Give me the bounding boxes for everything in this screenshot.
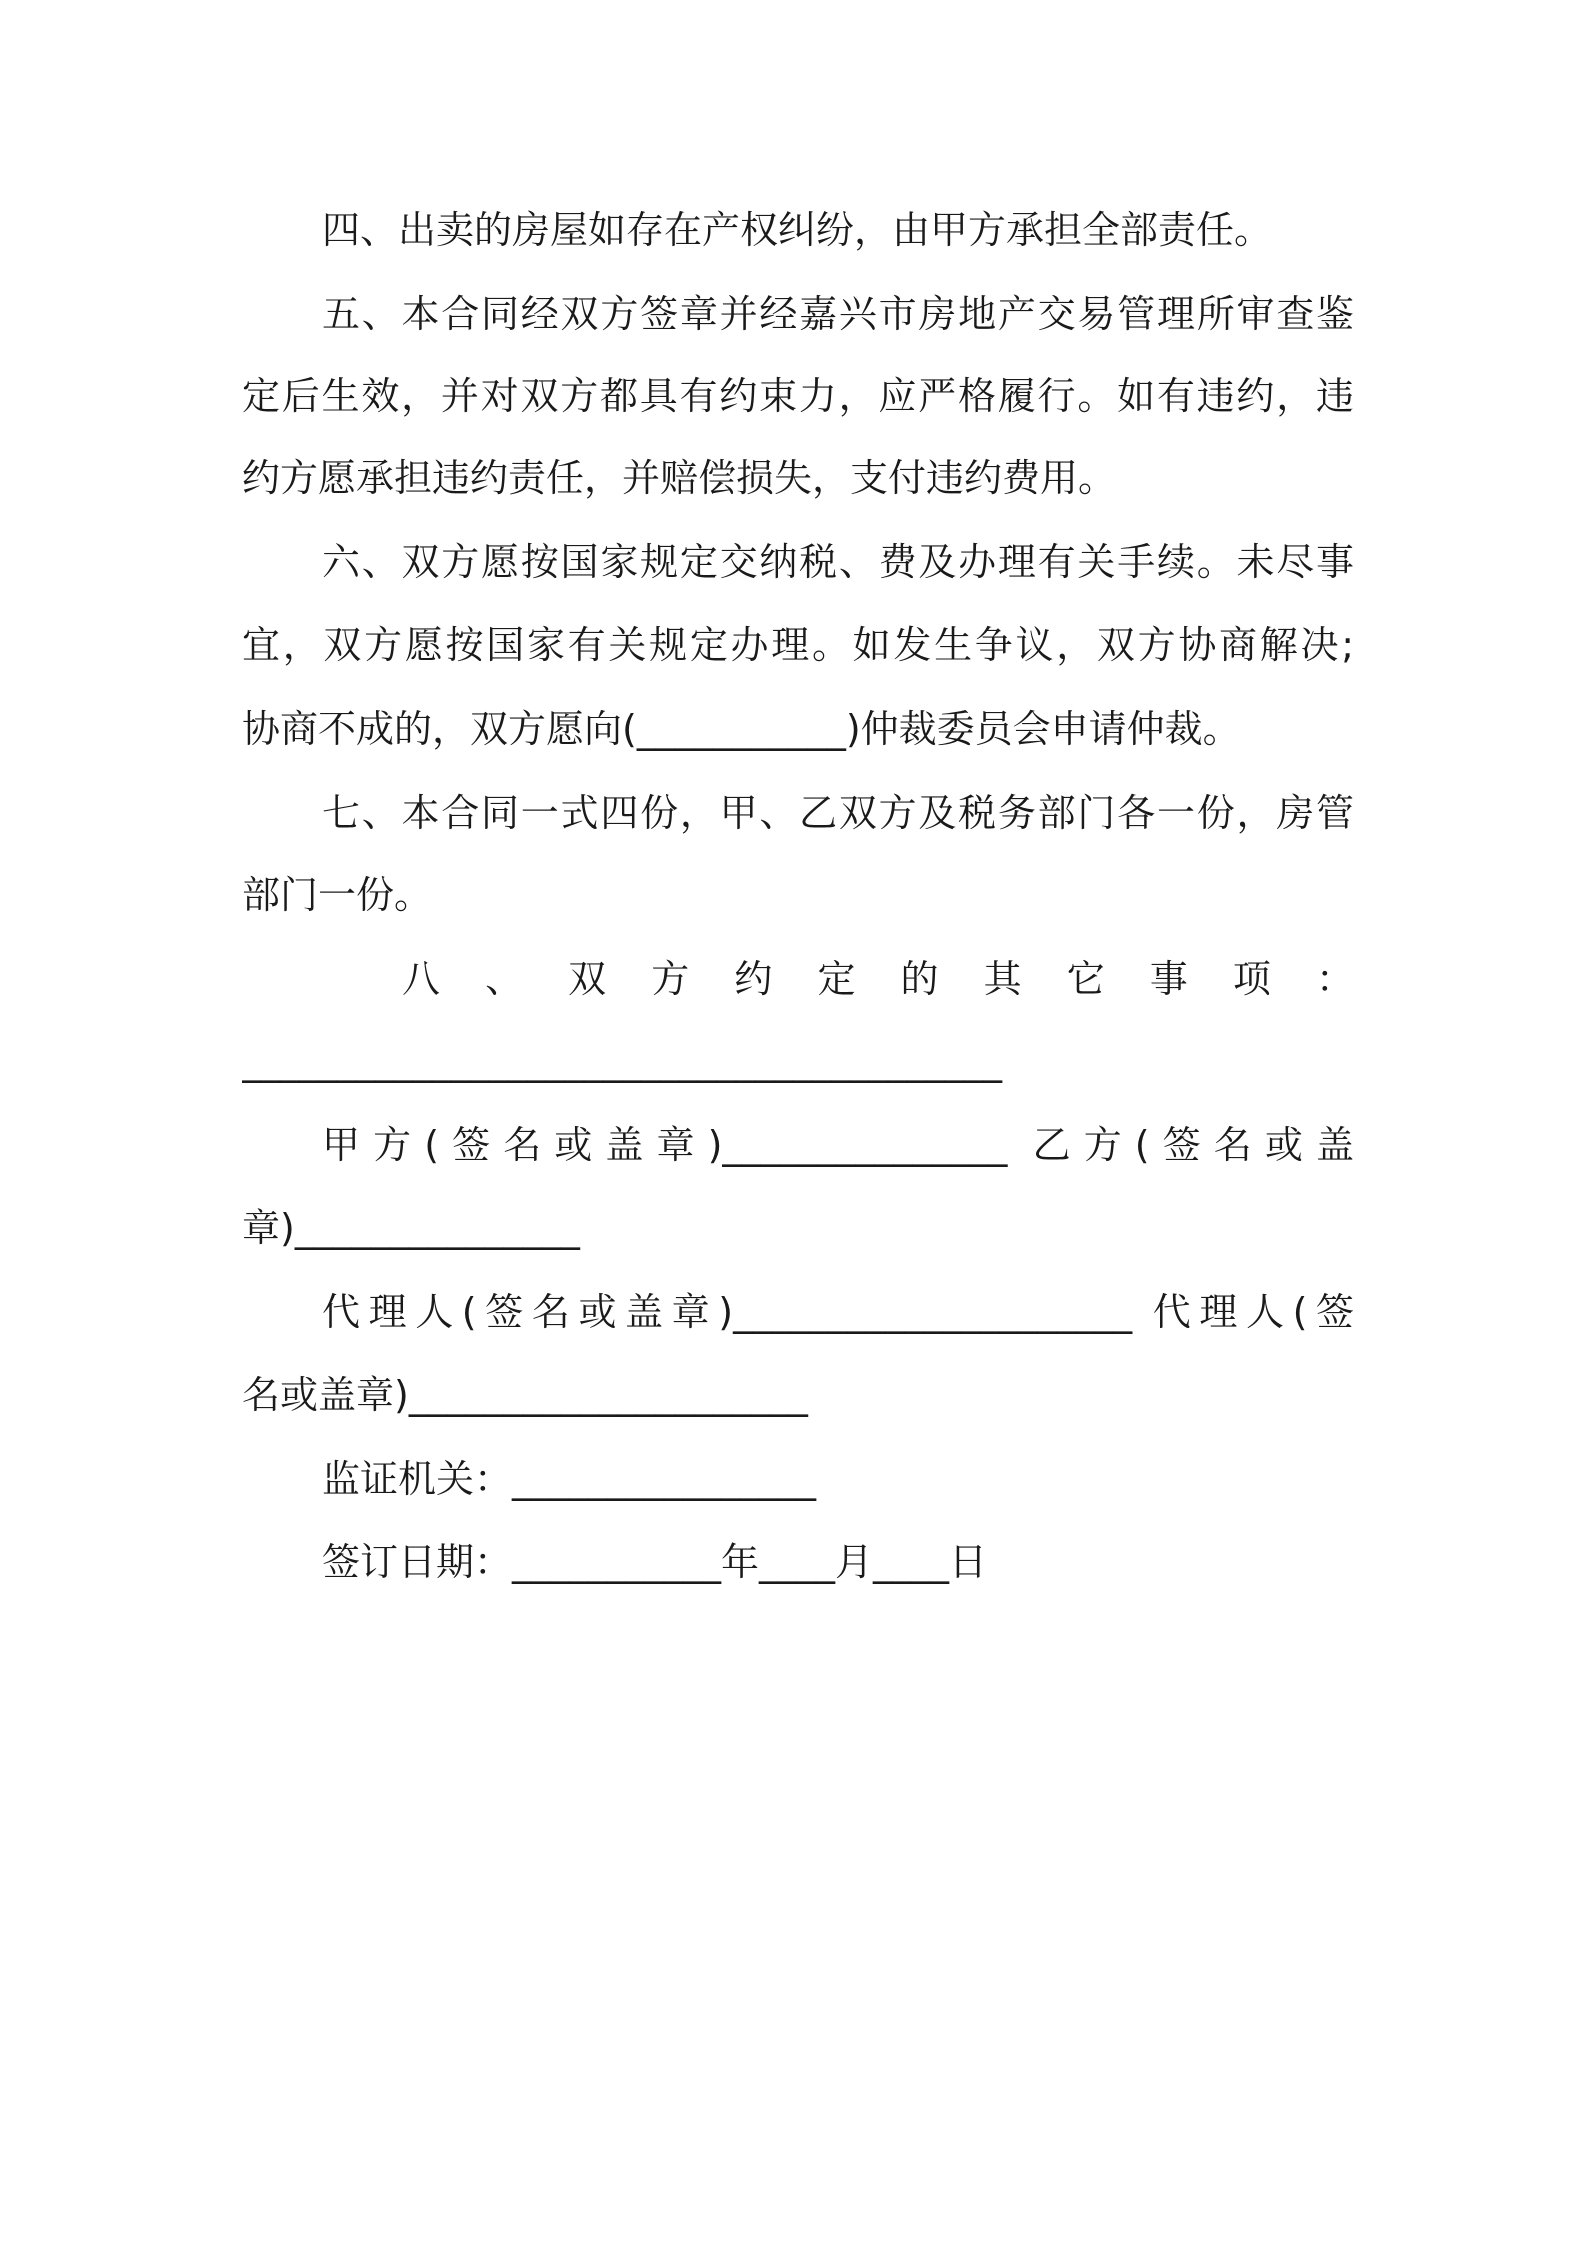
clause-5-line-1: 五、本合同经双方签章并经嘉兴市房地产交易管理所审查鉴 [322,292,1354,336]
clause-6-line-1: 六、双方愿按国家规定交纳税、费及办理有关手续。未尽事 [322,540,1354,584]
clause-8-heading: 八、双方约定的其它事项： [402,957,1354,1001]
clause-5-line-3: 约方愿承担违约责任，并赔偿损失，支付违约费用。 [242,456,1117,500]
signing-date-line: 签订日期：___________年____月____日 [322,1540,988,1584]
clause-4: 四、出卖的房屋如存在产权纠纷，由甲方承担全部责任。 [322,208,1273,252]
agent-signature-line-2: 名或盖章)_____________________ [242,1373,808,1417]
party-a-b-signature-line-1: 甲方(签名或盖章)_______________ 乙方(签名或盖 [322,1123,1354,1167]
clause-7-line-1: 七、本合同一式四份，甲、乙双方及税务部门各一份，房管 [322,791,1354,835]
party-a-b-signature-line-2: 章)_______________ [242,1206,580,1250]
supervising-authority-line: 监证机关：________________ [322,1457,817,1501]
clause-6-line-3: 协商不成的，双方愿向(___________)仲裁委员会申请仲裁。 [242,707,1241,751]
clause-5-line-2: 定后生效，并对双方都具有约束力，应严格履行。如有违约，违 [242,374,1354,418]
clause-6-line-2: 宜，双方愿按国家有关规定办理。如发生争议，双方协商解决; [242,623,1354,667]
agent-signature-line-1: 代理人(签名或盖章)_____________________ 代理人(签 [322,1290,1354,1334]
clause-8-blank-line: ________________________________________ [242,1039,1002,1083]
clause-7-line-2: 部门一份。 [242,873,433,917]
